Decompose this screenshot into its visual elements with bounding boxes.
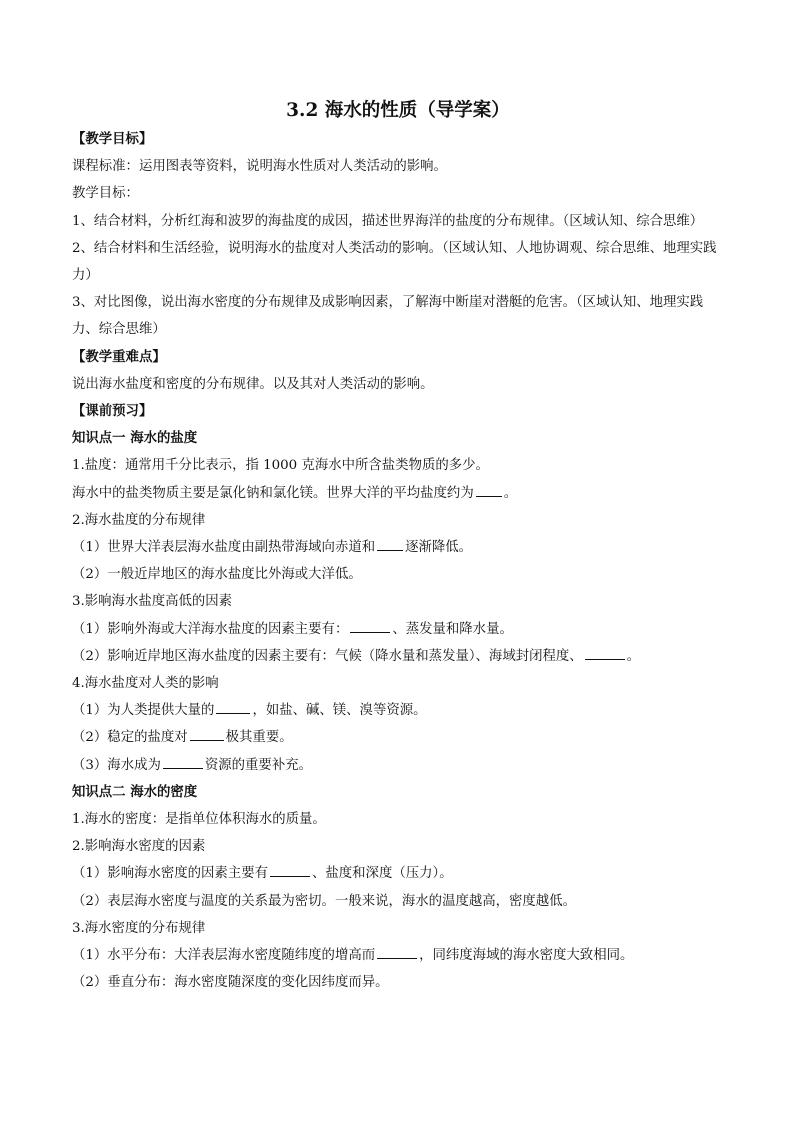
k1-average-salinity-text: 海水中的盐类物质主要是氯化钠和氯化镁。世界大洋的平均盐度约为: [72, 485, 474, 501]
k1-impact-1: [72, 697, 724, 724]
k2-factors-heading: 2.影响海水密度的因素: [72, 839, 206, 855]
curriculum-standard: 课程标准：运用图表等资料，说明海水性质对人类活动的影响。: [72, 159, 447, 175]
k2-distribution-heading: 3.海水密度的分布规律: [72, 920, 206, 936]
k1-impact-1-end: ，如盐、碱、镁、溴等资源。: [252, 703, 427, 719]
fill-blank: [377, 536, 403, 551]
k1-distribution-1-text: （1）世界大洋表层海水盐度由副热带海域向赤道和: [72, 540, 376, 556]
k1-distribution-2: （2）一般近岸地区的海水盐度比外海或大洋低。: [72, 567, 362, 583]
k1-impact-2-text: （2）稳定的盐度对: [72, 730, 188, 746]
page-title: 3.2 海水的性质（导学案）: [286, 100, 510, 121]
objectives-heading: 【教学目标】: [72, 131, 153, 147]
k2-factors-1-end: 、盐度和深度（压力）。: [312, 866, 453, 882]
teaching-goals-label: 教学目标：: [72, 186, 139, 202]
document-page: [72, 96, 724, 997]
goal-1: 1、结合材料，分析红海和波罗的海盐度的成因，描述世界海洋的盐度的分布规律。（区域认知、综合思维）: [72, 213, 704, 229]
key-points: 说出海水盐度和密度的分布规律。以及其对人类活动的影响。: [72, 376, 434, 392]
goal-2: 2、结合材料和生活经验，说明海水的盐度对人类活动的影响。（区域认知、人地协调观、综合思维、地理实践力）: [72, 240, 717, 284]
k1-salinity-definition: 1.盐度：通常用千分比表示，指 1000 克海水中所含盐类物质的多少。: [72, 458, 489, 474]
fill-blank: [190, 726, 224, 741]
fill-blank: [350, 618, 390, 633]
fill-blank: [270, 862, 310, 877]
k1-average-salinity-end: 。: [503, 485, 518, 501]
k1-distribution-1: [72, 534, 724, 561]
k2-factors-1: [72, 860, 724, 887]
k1-factors-2: [72, 643, 724, 670]
k1-impact-heading: 4.海水盐度对人类的影响: [72, 676, 219, 692]
k1-factors-2-text: （2）影响近岸地区海水盐度的因素主要有：气候（降水量和蒸发量）、海域封闭程度、: [72, 648, 583, 664]
k1-impact-3: [72, 752, 724, 779]
fill-blank: [163, 754, 203, 769]
preview-heading: 【课前预习】: [72, 403, 153, 420]
key-points-heading: 【教学重难点】: [72, 348, 166, 365]
fill-blank: [216, 699, 250, 714]
k2-factors-1-text: （1）影响海水密度的因素主要有: [72, 866, 268, 882]
knowledge-point-2-heading: 知识点二 海水的密度: [72, 783, 198, 800]
k1-factors-1-text: （1）影响外海或大洋海水盐度的因素主要有：: [72, 621, 349, 637]
k2-distribution-1: [72, 942, 724, 969]
k1-factors-heading: 3.影响海水盐度高低的因素: [72, 594, 233, 610]
k1-distribution-1-end: 逐渐降低。: [405, 540, 473, 556]
fill-blank: [377, 944, 417, 959]
k1-impact-3-text: （3）海水成为: [72, 757, 161, 773]
fill-blank: [476, 482, 502, 497]
fill-blank: [585, 645, 625, 660]
goal-3: 3、对比图像，说出海水密度的分布规律及成影响因素，了解海中断崖对潜艇的危害。（区域认知、地理实践力、综合思维）: [72, 295, 704, 338]
k1-impact-1-text: （1）为人类提供大量的: [72, 703, 215, 719]
k1-factors-2-end: 。: [626, 648, 641, 664]
k1-impact-2-end: 极其重要。: [225, 730, 293, 746]
knowledge-point-1-heading: 知识点一 海水的盐度: [72, 430, 198, 447]
k1-impact-2: [72, 724, 724, 751]
k2-distribution-1-text: （1）水平分布：大洋表层海水密度随纬度的增高而: [72, 948, 376, 964]
k2-distribution-1-end: ，同纬度海域的海水密度大致相同。: [419, 948, 634, 964]
k2-density-definition: 1.海水的密度：是指单位体积海水的质量。: [72, 812, 326, 828]
k1-distribution-heading: 2.海水盐度的分布规律: [72, 512, 206, 528]
k1-factors-1: [72, 616, 724, 643]
k2-factors-2: （2）表层海水密度与温度的关系最为密切。一般来说，海水的温度越高，密度越低。: [72, 893, 576, 909]
k1-average-salinity: [72, 480, 724, 507]
k1-factors-1-end: 、蒸发量和降水量。: [392, 621, 513, 637]
k2-distribution-2: （2）垂直分布：海水密度随深度的变化因纬度而异。: [72, 975, 389, 991]
k1-impact-3-end: 资源的重要补充。: [204, 757, 312, 773]
